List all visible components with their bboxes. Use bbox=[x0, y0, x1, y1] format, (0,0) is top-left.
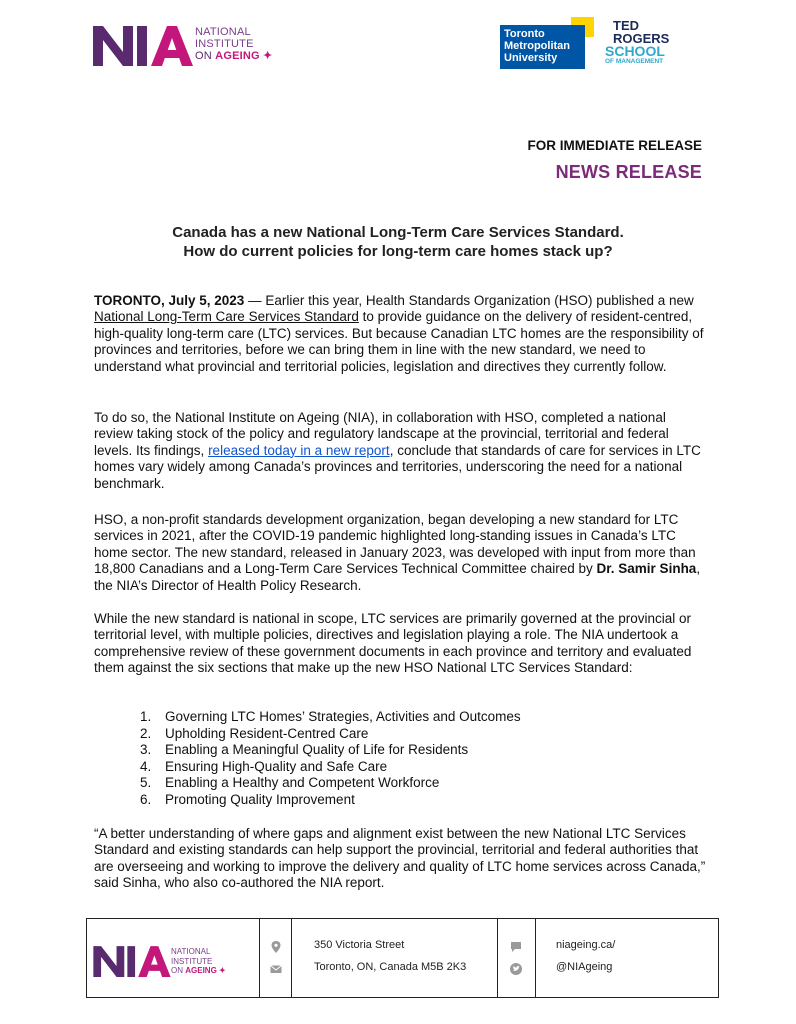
footer-logo-text: NATIONAL INSTITUTE ON AGEING ✦ bbox=[171, 947, 226, 975]
paragraph-4: While the new standard is national in scope, LTC services are primarily governed at the provincial or territorial level, with multiple policies, directives and legislation playing a role. The NIA undertook a comprehensive review of these government documents in each province and territory and evaluated them against the six sections that make up the new HSO National LTC Services Standard: bbox=[94, 611, 692, 676]
paragraph-3: HSO, a non-profit standards development organization, began developing a new standard for LTC services in 2021, after the COVID-19 pandemic highlighted long-standing issues in Canada’s LTC home sector. The new standard, released in January 2023, was developed with input from more than 18,800 Canadians and a Long-Term Care Services Technical Committee chaired by Dr. Samir Sinha, the NIA’s Director of Health Policy Research. bbox=[94, 512, 701, 593]
list-item: 3. Enabling a Meaningful Quality of Life for Residents bbox=[140, 742, 469, 757]
ted-rogers-logo: TED ROGERS SCHOOL OF MANAGEMENT bbox=[605, 18, 670, 65]
website-link[interactable]: niageing.ca/ bbox=[556, 939, 616, 951]
report-link[interactable]: released today in a new report bbox=[208, 442, 390, 458]
list-item: 1. Governing LTC Homes’ Strategies, Activities and Outcomes bbox=[140, 709, 521, 724]
paragraph-2: To do so, the National Institute on Ageing (NIA), in collaboration with HSO, completed a national review taking stock of the policy and regulatory landscape at the provincial, territorial and federal levels. Its findings, released today in a new report, conclude that standards of care for services in LTC homes vary widely among Canada’s provinces and territories, underscoring the need for a national benchmark. bbox=[94, 410, 701, 491]
address-line-2: Toronto, ON, Canada M5B 2K3 bbox=[314, 961, 467, 973]
footer bbox=[86, 918, 719, 998]
for-immediate-release: FOR IMMEDIATE RELEASE bbox=[527, 138, 702, 153]
list-item: 5. Enabling a Healthy and Competent Workforce bbox=[140, 775, 440, 790]
footer-contact-icons bbox=[497, 919, 536, 997]
paragraph-1: TORONTO, July 5, 2023 — Earlier this year, Health Standards Organization (HSO) published a new National Long-Term Care Services Standard to provide guidance on the delivery of resident-centred, high-quality long-term care (LTC) services. But because Canadian LTC homes are the responsibility of provinces and territories, before we can bring them in line with the new standard, we need to understand what provincial and territorial policies, legislation and directives they currently follow. bbox=[94, 293, 704, 374]
nia-logo bbox=[93, 22, 283, 68]
list-item: 4. Ensuring High-Quality and Safe Care bbox=[140, 758, 388, 774]
chat-icon bbox=[510, 941, 522, 953]
page-title: Canada has a new National Long-Term Care Services Standard. How do current policies for long-term care homes stack up? bbox=[172, 224, 624, 260]
twitter-handle[interactable]: @NIAgeing bbox=[556, 961, 613, 973]
nia-logo-mark bbox=[93, 22, 193, 66]
dateline: TORONTO, July 5, 2023 bbox=[94, 293, 245, 308]
list-item: 6. Promoting Quality Improvement bbox=[140, 791, 355, 807]
footer-address-icons bbox=[259, 919, 292, 997]
twitter-icon bbox=[510, 963, 522, 975]
standard-link[interactable]: National Long-Term Care Services Standard bbox=[94, 309, 359, 325]
address-line-1: 350 Victoria Street bbox=[314, 939, 405, 951]
nia-logo-text: NATIONAL INSTITUTE ON AGEING ✦ bbox=[195, 26, 273, 62]
footer-nia-logo-mark bbox=[93, 943, 171, 977]
location-pin-icon bbox=[270, 941, 282, 953]
news-release-heading: NEWS RELEASE bbox=[555, 162, 702, 182]
footer-nia-logo bbox=[93, 943, 243, 979]
footer-contact bbox=[535, 919, 719, 997]
footer-address bbox=[291, 919, 498, 997]
standard-sections-list bbox=[140, 709, 521, 808]
tmu-logo-box: Toronto Metropolitan University bbox=[500, 25, 585, 69]
mail-icon bbox=[270, 963, 282, 975]
paragraph-5: “A better understanding of where gaps and alignment exist between the new National LTC Services Standard and existing standards can help support the provincial, territorial and federal authorities that are overseeing and working to improve the delivery and quality of LTC home services across Canada,” said Sinha, who also co-authored the NIA report. bbox=[94, 826, 706, 891]
list-item: 2. Upholding Resident-Centred Care bbox=[140, 725, 369, 741]
tmu-logo bbox=[500, 17, 592, 69]
